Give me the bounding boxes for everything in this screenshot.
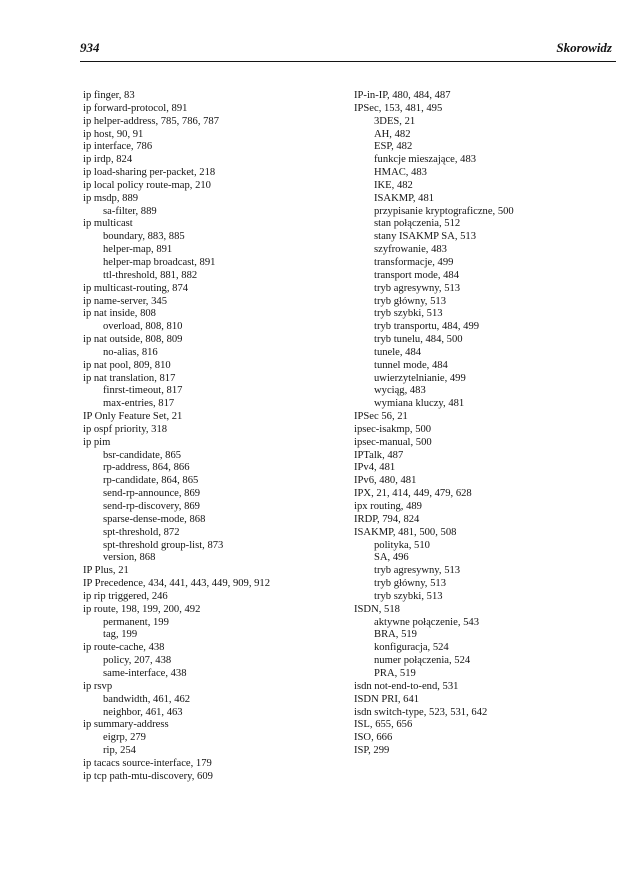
index-entry: ip msdp, 889 (83, 192, 139, 204)
index-entry: ip irdp, 824 (83, 154, 133, 166)
index-subentry: rip, 254 (103, 745, 136, 757)
index-entry: IPX, 21, 414, 449, 479, 628 (354, 488, 472, 500)
index-entry: IPTalk, 487 (354, 449, 404, 461)
index-subentry: uwierzytelnianie, 499 (374, 372, 466, 384)
index-entry: isdn not-end-to-end, 531 (354, 680, 459, 692)
index-subentry: tryb główny, 513 (374, 295, 446, 307)
index-subentry: send-rp-announce, 869 (103, 488, 201, 500)
index-entry: IP Plus, 21 (83, 565, 129, 577)
index-subentry: aktywne połączenie, 543 (374, 616, 480, 628)
index-subentry: BRA, 519 (374, 629, 417, 641)
index-subentry: PRA, 519 (374, 667, 416, 679)
index-subentry: transport mode, 484 (374, 269, 460, 281)
index-subentry: sa-filter, 889 (103, 205, 157, 217)
page-number: 934 (80, 40, 100, 55)
index-entry: ip name-server, 345 (83, 295, 167, 307)
index-subentry: tunnel mode, 484 (374, 359, 448, 371)
index-subentry: boundary, 883, 885 (103, 231, 185, 243)
index-subentry: wyciąg, 483 (374, 385, 426, 397)
index-entry: ISL, 655, 656 (354, 719, 413, 731)
index-subentry: same-interface, 438 (103, 667, 187, 679)
index-entry: IPv4, 481 (354, 462, 396, 474)
index-entry: ip nat inside, 808 (83, 308, 156, 320)
index-entry: ip route-cache, 438 (83, 642, 165, 654)
index-entry: ip host, 90, 91 (83, 128, 144, 140)
index-subentry: polityka, 510 (374, 539, 430, 551)
index-entry: ipx routing, 489 (354, 501, 422, 512)
running-head: Skorowidz (556, 40, 612, 55)
index-subentry: eigrp, 279 (103, 732, 146, 744)
index-subentry: szyfrowanie, 483 (374, 244, 447, 256)
index-entry: ip pim (83, 436, 111, 448)
index-subentry: AH, 482 (374, 128, 411, 140)
index-subentry: tryb agresywny, 513 (374, 282, 461, 294)
index-subentry: tryb transportu, 484, 499 (374, 321, 480, 333)
index-entry: IPSec, 153, 481, 495 (354, 102, 443, 114)
index-subentry: wymiana kluczy, 481 (374, 398, 465, 410)
index-entry: ip multicast (83, 218, 133, 230)
index-column-left (83, 90, 343, 784)
index-subentry: przypisanie kryptograficzne, 500 (374, 205, 514, 217)
index-subentry: rp-address, 864, 866 (103, 462, 190, 474)
index-subentry: finrst-timeout, 817 (103, 385, 183, 397)
index-entry: IP-in-IP, 480, 484, 487 (354, 90, 451, 101)
index-subentry: helper-map, 891 (103, 244, 173, 256)
index-subentry: transformacje, 499 (374, 256, 454, 268)
header-rule (80, 61, 616, 62)
index-entry: ISP, 299 (354, 745, 390, 757)
index-subentry: sparse-dense-mode, 868 (103, 513, 206, 525)
index-subentry: max-entries, 817 (103, 398, 175, 410)
index-subentry: overload, 808, 810 (103, 321, 183, 333)
index-subentry: policy, 207, 438 (103, 655, 172, 667)
index-subentry: 3DES, 21 (374, 115, 416, 127)
index-subentry: send-rp-discovery, 869 (103, 501, 200, 512)
index-entry: ip ospf priority, 318 (83, 423, 168, 435)
index-entry: IP Precedence, 434, 441, 443, 449, 909, 912 (83, 578, 271, 590)
index-subentry: SA, 496 (374, 552, 409, 564)
index-entry: ipsec-isakmp, 500 (354, 423, 432, 435)
index-entry: ip rip triggered, 246 (83, 590, 168, 602)
index-entry: ip nat pool, 809, 810 (83, 359, 171, 371)
index-entry: ip tacacs source-interface, 179 (83, 757, 212, 769)
index-entry: ip route, 198, 199, 200, 492 (83, 603, 201, 615)
index-entry: ip interface, 786 (83, 141, 153, 153)
index-subentry: tag, 199 (103, 629, 138, 641)
index-entry: ip tcp path-mtu-discovery, 609 (83, 770, 213, 782)
index-subentry: helper-map broadcast, 891 (103, 256, 216, 268)
index-entry: ISO, 666 (354, 732, 393, 744)
index-subentry: ttl-threshold, 881, 882 (103, 269, 198, 281)
index-subentry: bsr-candidate, 865 (103, 449, 182, 461)
index-entry: IP Only Feature Set, 21 (83, 411, 183, 423)
index-entry: IPSec 56, 21 (354, 411, 408, 423)
index-subentry: konfiguracja, 524 (374, 642, 449, 654)
index-subentry: spt-threshold, 872 (103, 526, 180, 538)
index-subentry: tunele, 484 (374, 346, 422, 358)
index-subentry: ESP, 482 (374, 141, 413, 153)
index-entry: IPv6, 480, 481 (354, 475, 417, 487)
index-subentry: spt-threshold group-list, 873 (103, 539, 224, 551)
index-entry: ip forward-protocol, 891 (83, 102, 188, 114)
index-entry: ip nat translation, 817 (83, 372, 176, 384)
index-entry: IRDP, 794, 824 (354, 513, 420, 525)
index-subentry: stan połączenia, 512 (374, 218, 461, 230)
index-entry: ip finger, 83 (83, 90, 135, 101)
index-subentry: no-alias, 816 (103, 346, 158, 358)
index-subentry: tryb szybki, 513 (374, 308, 443, 320)
index-subentry: tryb główny, 513 (374, 578, 446, 590)
index-entry: isdn switch-type, 523, 531, 642 (354, 706, 488, 718)
index-entry: ip rsvp (83, 680, 113, 692)
index-subentry: tryb szybki, 513 (374, 590, 443, 602)
index-entry: ISAKMP, 481, 500, 508 (354, 526, 457, 538)
index-entry: ipsec-manual, 500 (354, 436, 432, 448)
index-subentry: bandwidth, 461, 462 (103, 693, 191, 705)
index-entry: ip helper-address, 785, 786, 787 (83, 115, 220, 127)
index-entry: ip multicast-routing, 874 (83, 282, 189, 294)
index-entry: ip nat outside, 808, 809 (83, 334, 183, 346)
index-subentry: funkcje mieszające, 483 (374, 154, 477, 166)
index-subentry: HMAC, 483 (374, 167, 427, 179)
index-entry: ISDN, 518 (354, 603, 400, 615)
index-subentry: version, 868 (103, 552, 156, 564)
index-subentry: tryb agresywny, 513 (374, 565, 461, 577)
index-entry: ip load-sharing per-packet, 218 (83, 167, 216, 179)
index-subentry: tryb tunelu, 484, 500 (374, 334, 463, 346)
index-subentry: stany ISAKMP SA, 513 (374, 231, 477, 243)
index-subentry: IKE, 482 (374, 179, 413, 191)
index-subentry: neighbor, 461, 463 (103, 706, 183, 718)
index-entry: ip summary-address (83, 719, 169, 731)
index-subentry: numer połączenia, 524 (374, 655, 471, 667)
index-subentry: rp-candidate, 864, 865 (103, 475, 199, 487)
index-entry: ip local policy route-map, 210 (83, 179, 211, 191)
index-column-right (354, 90, 609, 758)
index-subentry: ISAKMP, 481 (374, 192, 435, 204)
index-entry: ISDN PRI, 641 (354, 693, 420, 705)
index-subentry: permanent, 199 (103, 616, 169, 628)
